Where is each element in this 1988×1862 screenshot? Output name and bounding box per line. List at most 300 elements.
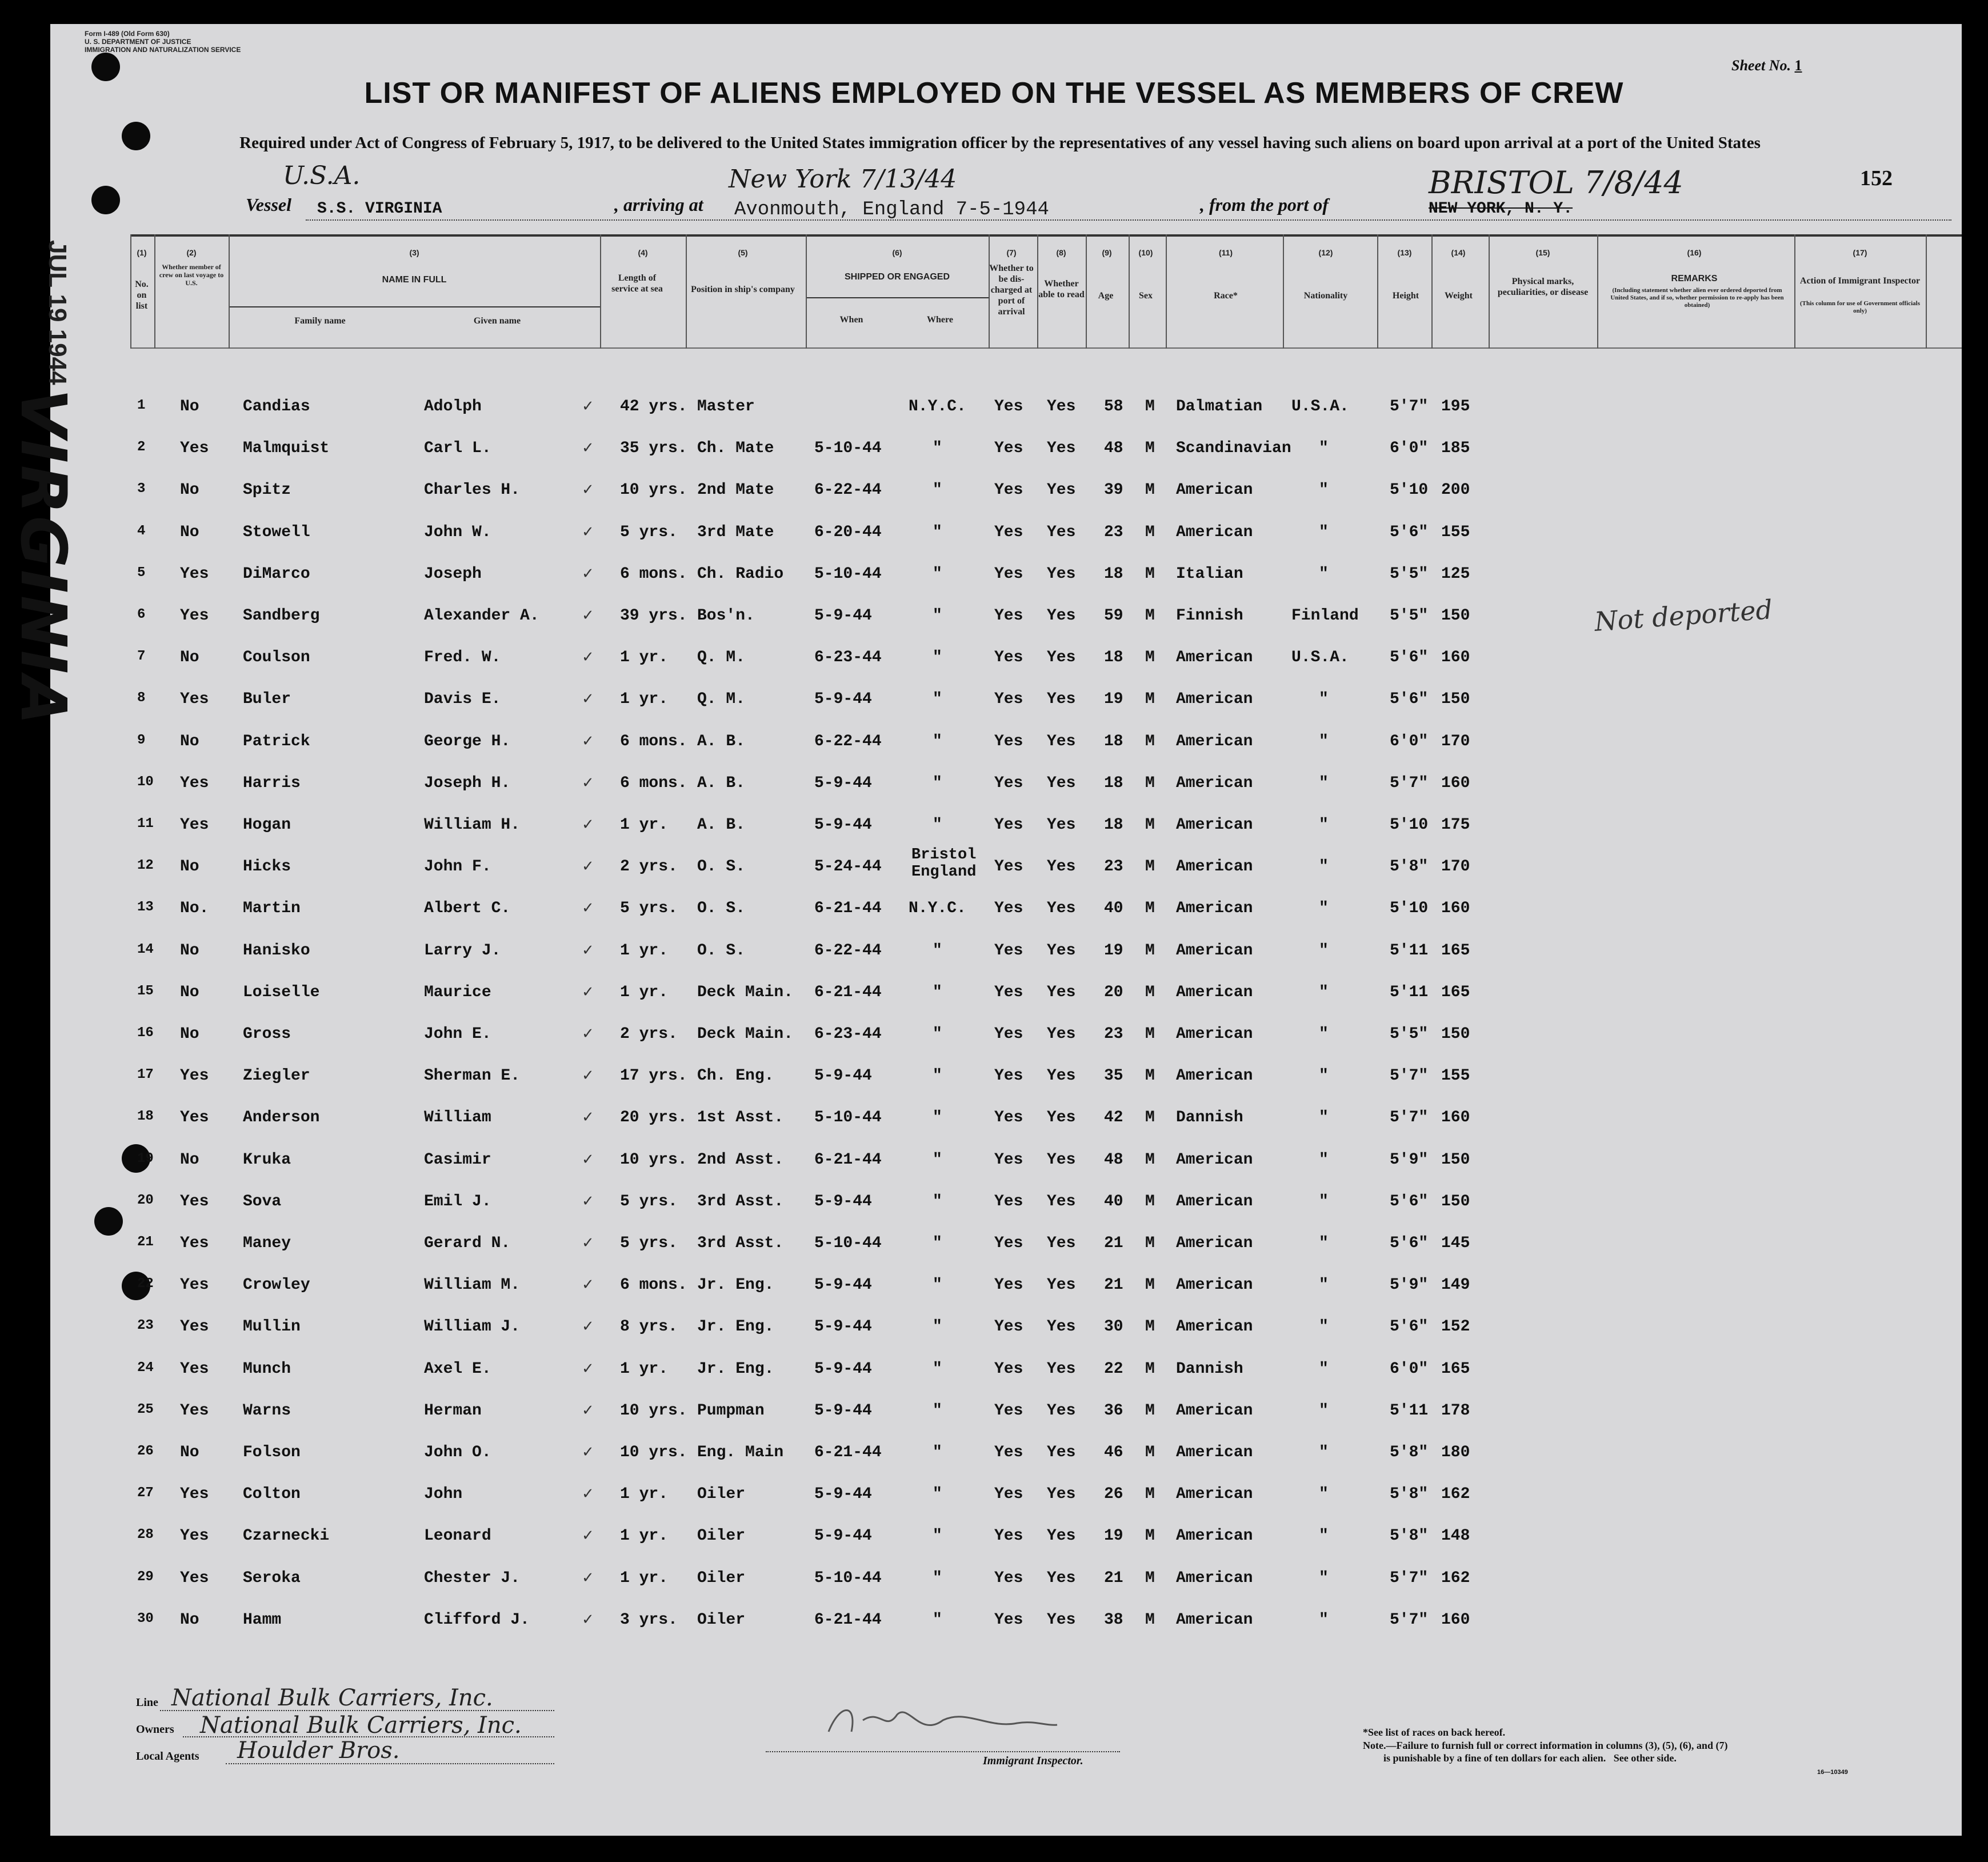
column-number: (1) [137,248,147,257]
hdr-action-sub: (This column for use of Government officials only) [1800,300,1921,314]
from-port-typed: NEW YORK, N. Y. [1429,200,1573,218]
crew-no: 27 [137,1485,154,1501]
crew-race: American [1176,1192,1253,1210]
crew-last-voyage: No [180,1150,199,1169]
crew-position: Oiler [697,1611,746,1629]
table-row [0,1276,1988,1299]
crew-position: Ch. Eng. [697,1067,774,1085]
crew-discharged: Yes [994,1276,1023,1294]
crew-given-name: John E. [424,1025,491,1043]
crew-position: 2nd Asst. [697,1150,784,1169]
crew-service: 10 yrs. [620,1150,687,1169]
table-row [0,1611,1988,1634]
crew-sex: M [1145,607,1155,625]
crew-height: 5'8" [1390,1527,1429,1545]
crew-last-voyage: No [180,481,199,500]
crew-sex: M [1145,983,1155,1001]
crew-last-voyage: Yes [180,1276,209,1294]
crew-family-name: Seroka [243,1569,301,1587]
crew-last-voyage: No [180,523,199,541]
crew-position: 2nd Mate [697,481,774,500]
crew-position: Jr. Eng. [697,1360,774,1378]
crew-discharged: Yes [994,523,1023,541]
crew-given-name: William H. [424,816,521,834]
crew-weight: 180 [1441,1444,1470,1461]
table-row [0,816,1988,839]
crew-sex: M [1145,1401,1155,1420]
crew-age: 19 [1104,1527,1123,1545]
crew-nationality: " [1319,1318,1329,1336]
crew-weight: 160 [1441,1611,1470,1629]
crew-weight: 165 [1441,1360,1470,1378]
crew-position: Deck Main. [697,1025,794,1043]
crew-age: 23 [1104,1025,1123,1043]
crew-able-read: Yes [1047,1527,1076,1545]
crew-height: 5'11 [1390,983,1429,1001]
crew-nationality: " [1319,690,1329,709]
column-number: (12) [1318,248,1333,257]
crew-weight: 200 [1441,481,1470,500]
column-number: (17) [1853,248,1867,257]
crew-shipped-when: 5-9-44 [814,1360,872,1378]
crew-given-name: Gerard N. [424,1234,511,1252]
crew-position: A. B. [697,774,746,792]
crew-height: 5'8" [1390,1444,1429,1461]
crew-shipped-where: N.Y.C. [909,398,966,415]
check-mark-icon: ✓ [582,1444,594,1461]
check-mark-icon: ✓ [582,774,594,792]
crew-given-name: Casimir [424,1150,491,1169]
crew-race: American [1176,732,1253,750]
crew-last-voyage: Yes [180,774,209,792]
crew-shipped-when: 5-10-44 [814,565,882,583]
crew-family-name: Patrick [243,732,310,750]
crew-height: 5'7" [1390,1067,1429,1085]
hdr-length-service: Length of service at sea [611,273,663,294]
sheet-number-value: 1 [1794,57,1802,74]
crew-able-read: Yes [1047,1569,1076,1587]
crew-position: Oiler [697,1527,746,1545]
crew-family-name: Mullin [243,1318,301,1336]
hdr-where: Where [927,315,953,325]
table-row [0,1151,1988,1174]
crew-shipped-where: " [933,1276,942,1294]
hdr-age: Age [1098,291,1114,301]
crew-sex: M [1145,690,1155,709]
crew-weight: 170 [1441,858,1470,876]
crew-shipped-when: 5-9-44 [814,1485,872,1504]
crew-weight: 150 [1441,1025,1470,1043]
crew-able-read: Yes [1047,565,1076,583]
crew-given-name: John [424,1485,463,1504]
crew-family-name: Malmquist [243,439,330,458]
crew-age: 48 [1104,1150,1123,1169]
crew-nationality: " [1319,565,1329,583]
crew-height: 5'5" [1390,607,1429,625]
crew-given-name: Chester J. [424,1569,521,1587]
crew-height: 5'10 [1390,816,1429,834]
crew-height: 6'0" [1390,439,1429,458]
crew-no: 21 [137,1234,154,1250]
crew-shipped-where: " [933,1527,942,1545]
crew-family-name: Harris [243,774,301,792]
crew-height: 5'6" [1390,1234,1429,1252]
crew-able-read: Yes [1047,523,1076,541]
crew-service: 1 yr. [620,1485,669,1504]
crew-given-name: Emil J. [424,1192,491,1210]
check-mark-icon: ✓ [582,690,594,708]
crew-discharged: Yes [994,816,1023,834]
crew-race: American [1176,1150,1253,1169]
crew-service: 10 yrs. [620,481,687,500]
crew-position: Bos'n. [697,607,755,625]
crew-last-voyage: Yes [180,565,209,583]
crew-age: 26 [1104,1485,1123,1504]
crew-weight: 165 [1441,941,1470,960]
crew-discharged: Yes [994,858,1023,876]
check-mark-icon: ✓ [582,1276,594,1294]
crew-height: 5'7" [1390,1109,1429,1127]
crew-given-name: Clifford J. [424,1611,530,1629]
crew-discharged: Yes [994,774,1023,792]
crew-last-voyage: Yes [180,607,209,625]
crew-race: American [1176,816,1253,834]
check-mark-icon: ✓ [582,607,594,624]
crew-no: 14 [137,941,154,957]
column-divider [1597,234,1598,349]
hdr-name-in-full: NAME IN FULL [382,275,447,285]
crew-last-voyage: Yes [180,1485,209,1504]
crew-able-read: Yes [1047,1109,1076,1127]
crew-age: 30 [1104,1318,1123,1336]
crew-discharged: Yes [994,900,1023,918]
table-row [0,1193,1988,1216]
crew-shipped-where: " [933,1485,942,1504]
check-mark-icon: ✓ [582,523,594,541]
crew-nationality: " [1319,1401,1329,1420]
crew-shipped-where: " [933,607,942,625]
crew-service: 5 yrs. [620,523,678,541]
crew-nationality: " [1319,774,1329,792]
crew-shipped-where: " [933,523,942,541]
table-row [0,524,1988,546]
crew-nationality: " [1319,816,1329,834]
crew-position: Oiler [697,1485,746,1504]
check-mark-icon: ✓ [582,481,594,499]
crew-discharged: Yes [994,649,1023,667]
crew-position: A. B. [697,816,746,834]
crew-shipped-when: 6-22-44 [814,732,882,750]
column-number: (14) [1451,248,1466,257]
crew-nationality: " [1319,1611,1329,1629]
crew-given-name: Leonard [424,1527,491,1545]
crew-family-name: Anderson [243,1109,320,1127]
crew-family-name: Loiselle [243,983,320,1001]
crew-race: American [1176,1611,1253,1629]
agents-underline [226,1763,554,1764]
crew-able-read: Yes [1047,690,1076,709]
crew-nationality: " [1319,1025,1329,1043]
crew-able-read: Yes [1047,1150,1076,1169]
crew-no: 4 [137,523,146,539]
crew-shipped-where: " [933,1109,942,1127]
crew-shipped-where: " [933,439,942,458]
check-mark-icon: ✓ [582,439,594,457]
crew-able-read: Yes [1047,1276,1076,1294]
crew-service: 1 yr. [620,816,669,834]
crew-nationality: U.S.A. [1291,649,1349,667]
crew-race: American [1176,1276,1253,1294]
crew-shipped-when: 5-9-44 [814,1527,872,1545]
crew-given-name: George H. [424,732,511,750]
check-mark-icon: ✓ [582,1527,594,1545]
column-divider [1926,234,1927,349]
from-port-hand: BRISTOL 7/8/44 [1429,165,1683,201]
crew-position: Ch. Radio [697,565,784,583]
crew-sex: M [1145,439,1155,458]
crew-service: 20 yrs. [620,1109,687,1127]
crew-no: 7 [137,649,146,665]
crew-given-name: Charles H. [424,481,521,500]
table-row [0,649,1988,672]
check-mark-icon: ✓ [582,1067,594,1085]
crew-age: 18 [1104,732,1123,750]
crew-race: American [1176,858,1253,876]
crew-weight: 160 [1441,774,1470,792]
table-row [0,565,1988,588]
crew-service: 1 yr. [620,1360,669,1378]
crew-able-read: Yes [1047,732,1076,750]
hdr-action: Action of Immigrant Inspector [1799,276,1921,286]
crew-able-read: Yes [1047,1360,1076,1378]
crew-no: 11 [137,816,154,832]
crew-weight: 149 [1441,1276,1470,1294]
crew-given-name: Sherman E. [424,1067,521,1085]
crew-family-name: Coulson [243,649,310,667]
crew-shipped-when: 5-9-44 [814,1401,872,1420]
hdr-given-name: Given name [473,316,521,326]
crew-last-voyage: No [180,649,199,667]
crew-last-voyage: Yes [180,1234,209,1252]
crew-shipped-when: 6-23-44 [814,649,882,667]
arriving-typed: Avonmouth, England 7-5-1944 [734,199,1049,221]
crew-no: 29 [137,1569,154,1585]
check-mark-icon: ✓ [582,1611,594,1628]
crew-race: Italian [1176,565,1243,583]
crew-last-voyage: Yes [180,1401,209,1420]
crew-given-name: Maurice [424,983,491,1001]
crew-service: 6 mons. [620,774,687,792]
crew-age: 40 [1104,1192,1123,1210]
crew-sex: M [1145,1150,1155,1169]
inspector-underline [766,1751,1120,1752]
crew-age: 39 [1104,481,1123,500]
crew-last-voyage: No [180,858,199,876]
crew-no: 25 [137,1401,154,1417]
crew-discharged: Yes [994,732,1023,750]
crew-position: O. S. [697,900,746,918]
crew-family-name: Candias [243,398,310,415]
crew-race: American [1176,523,1253,541]
crew-weight: 150 [1441,1150,1470,1169]
crew-shipped-when: 6-21-44 [814,983,882,1001]
table-row [0,1527,1988,1550]
crew-shipped-when: 5-9-44 [814,1192,872,1210]
vessel-line [246,194,291,215]
column-number: (2) [186,248,197,257]
crew-race: Finnish [1176,607,1243,625]
crew-given-name: Fred. W. [424,649,501,667]
crew-age: 38 [1104,1611,1123,1629]
table-row [0,1318,1988,1341]
hdr-when: When [839,315,863,325]
check-mark-icon: ✓ [582,1192,594,1210]
crew-discharged: Yes [994,1569,1023,1587]
crew-nationality: " [1319,1444,1329,1461]
crew-discharged: Yes [994,1318,1023,1336]
crew-family-name: Stowell [243,523,310,541]
crew-able-read: Yes [1047,941,1076,960]
header-bottom-rule [130,347,1962,349]
hdr-height: Height [1392,291,1419,301]
crew-sex: M [1145,1276,1155,1294]
crew-position: 1st Asst. [697,1109,784,1127]
crew-weight: 150 [1441,690,1470,709]
crew-nationality: " [1319,1150,1329,1169]
crew-family-name: Spitz [243,481,291,500]
crew-shipped-when: 5-9-44 [814,1276,872,1294]
crew-service: 1 yr. [620,649,669,667]
crew-no: 26 [137,1444,154,1459]
crew-discharged: Yes [994,1109,1023,1127]
crew-position: O. S. [697,941,746,960]
crew-race: Scandinavian [1176,439,1291,458]
table-row [0,1067,1988,1090]
crew-last-voyage: No. [180,900,209,918]
check-mark-icon: ✓ [582,1025,594,1042]
crew-discharged: Yes [994,607,1023,625]
check-mark-icon: ✓ [582,1569,594,1587]
crew-height: 5'6" [1390,523,1429,541]
vessel-side-handwriting: VIRGINIA [7,389,80,728]
crew-discharged: Yes [994,1527,1023,1545]
crew-family-name: Hamm [243,1611,282,1629]
hdr-race: Race* [1214,291,1238,301]
crew-age: 46 [1104,1444,1123,1461]
table-row [0,1360,1988,1383]
crew-family-name: Czarnecki [243,1527,330,1545]
column-divider [806,234,807,349]
crew-shipped-when: 5-24-44 [814,858,882,876]
check-mark-icon: ✓ [582,1234,594,1252]
hdr-weight: Weight [1445,291,1473,301]
crew-last-voyage: Yes [180,1109,209,1127]
crew-given-name: Herman [424,1401,482,1420]
crew-service: 5 yrs. [620,1192,678,1210]
crew-able-read: Yes [1047,1318,1076,1336]
crew-service: 1 yr. [620,941,669,960]
crew-shipped-where: " [933,1192,942,1210]
crew-no: 15 [137,983,154,999]
crew-weight: 185 [1441,439,1470,458]
crew-position: 3rd Asst. [697,1234,784,1252]
crew-height: 5'11 [1390,1401,1429,1420]
page-number: 152 [1860,166,1893,190]
crew-nationality: U.S.A. [1291,398,1349,415]
check-mark-icon: ✓ [582,941,594,959]
check-mark-icon: ✓ [582,398,594,415]
crew-position: O. S. [697,858,746,876]
crew-race: American [1176,649,1253,667]
crew-height: 6'0" [1390,732,1429,750]
requirement-text: Required under Act of Congress of February 5, 1917, to be delivered to the United States immigration officer by the representatives of any vessel having such aliens on board upon arrival at a port of the United States [239,134,1761,152]
crew-position: Q. M. [697,690,746,709]
check-mark-icon: ✓ [582,649,594,666]
crew-family-name: Folson [243,1444,301,1461]
crew-shipped-where: Bristol England [911,846,977,881]
crew-service: 5 yrs. [620,1234,678,1252]
header-top-rule [130,234,1962,237]
crew-discharged: Yes [994,690,1023,709]
crew-shipped-where: " [933,1444,942,1461]
crew-sex: M [1145,1109,1155,1127]
crew-sex: M [1145,1444,1155,1461]
crew-able-read: Yes [1047,1234,1076,1252]
crew-nationality: " [1319,1234,1329,1252]
table-row [0,733,1988,756]
crew-discharged: Yes [994,1360,1023,1378]
table-row [0,1569,1988,1592]
crew-shipped-where: " [933,1360,942,1378]
crew-height: 6'0" [1390,1360,1429,1378]
crew-height: 5'10 [1390,900,1429,918]
crew-given-name: John O. [424,1444,491,1461]
crew-service: 3 yrs. [620,1611,678,1629]
crew-shipped-when: 5-10-44 [814,439,882,458]
crew-race: American [1176,983,1253,1001]
owners-value: National Bulk Carriers, Inc. [200,1712,522,1739]
crew-age: 18 [1104,565,1123,583]
crew-discharged: Yes [994,983,1023,1001]
check-mark-icon: ✓ [582,983,594,1001]
column-number: (16) [1687,248,1702,257]
crew-shipped-where: " [933,1234,942,1252]
vessel-name: S.S. VIRGINIA [317,200,442,218]
crew-service: 10 yrs. [620,1401,687,1420]
crew-sex: M [1145,816,1155,834]
crew-shipped-where: " [933,774,942,792]
crew-family-name: Martin [243,900,301,918]
crew-last-voyage: Yes [180,1318,209,1336]
crew-last-voyage: Yes [180,816,209,834]
crew-nationality: " [1319,858,1329,876]
crew-height: 5'8" [1390,1485,1429,1504]
crew-no: 8 [137,690,146,706]
crew-last-voyage: No [180,1025,199,1043]
crew-weight: 175 [1441,816,1470,834]
crew-shipped-where: N.Y.C. [909,900,966,918]
crew-position: Oiler [697,1569,746,1587]
shipped-split-rule [806,297,989,298]
line-underline [160,1710,554,1711]
hdr-shipped-engaged: SHIPPED OR ENGAGED [844,272,950,282]
crew-given-name: John F. [424,858,491,876]
crew-sex: M [1145,858,1155,876]
crew-last-voyage: Yes [180,1360,209,1378]
crew-nationality: " [1319,439,1329,458]
crew-shipped-when: 5-10-44 [814,1569,882,1587]
crew-last-voyage: Yes [180,1527,209,1545]
